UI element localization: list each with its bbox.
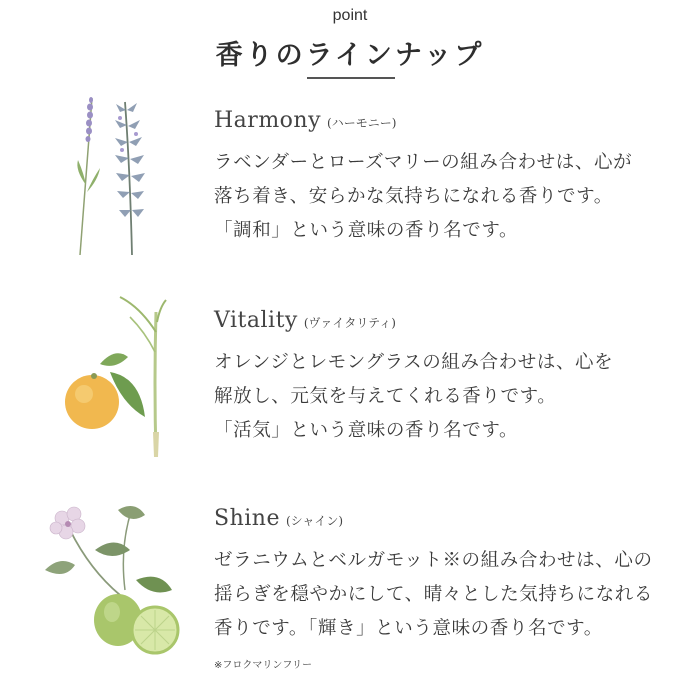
footnote: ※フロクマリンフリー bbox=[214, 660, 312, 671]
item-name: Harmony bbox=[214, 108, 322, 133]
desc-line: 「調和」という意味の香り名です。 bbox=[214, 220, 519, 241]
desc-line: 揺らぎを穏やかにして、晴々とした気持ちになれる bbox=[214, 584, 653, 605]
lavender-rosemary-icon bbox=[70, 90, 170, 260]
item-kana: (シャイン) bbox=[285, 514, 344, 528]
page-title: 香りのラインナップ bbox=[215, 40, 485, 71]
desc-line: 「活気」という意味の香り名です。 bbox=[214, 420, 519, 441]
item-description bbox=[214, 544, 674, 646]
desc-line: オレンジとレモングラスの組み合わせは、心を bbox=[214, 352, 614, 373]
title-underline bbox=[307, 77, 395, 79]
item-name-row bbox=[214, 108, 396, 133]
item-kana: (ハーモニー) bbox=[327, 116, 397, 130]
desc-line: 落ち着き、安らかな気持ちになれる香りです。 bbox=[214, 186, 613, 207]
item-name: Vitality bbox=[214, 308, 298, 333]
orange-lemongrass-icon bbox=[60, 292, 170, 462]
item-description bbox=[214, 346, 674, 448]
item-description bbox=[214, 146, 674, 248]
item-name-row bbox=[214, 308, 396, 333]
desc-line: 香りです。「輝き」という意味の香り名です。 bbox=[214, 618, 603, 639]
point-eyebrow: point bbox=[332, 7, 368, 24]
desc-line: ラベンダーとローズマリーの組み合わせは、心が bbox=[214, 152, 633, 173]
item-name-row bbox=[214, 506, 343, 531]
item-kana: (ヴァイタリティ) bbox=[303, 316, 396, 330]
geranium-bergamot-icon bbox=[40, 500, 190, 660]
desc-line: 解放し、元気を与えてくれる香りです。 bbox=[214, 386, 557, 407]
item-name: Shine bbox=[214, 506, 280, 531]
desc-line: ゼラニウムとベルガモット※の組み合わせは、心の bbox=[214, 550, 653, 571]
